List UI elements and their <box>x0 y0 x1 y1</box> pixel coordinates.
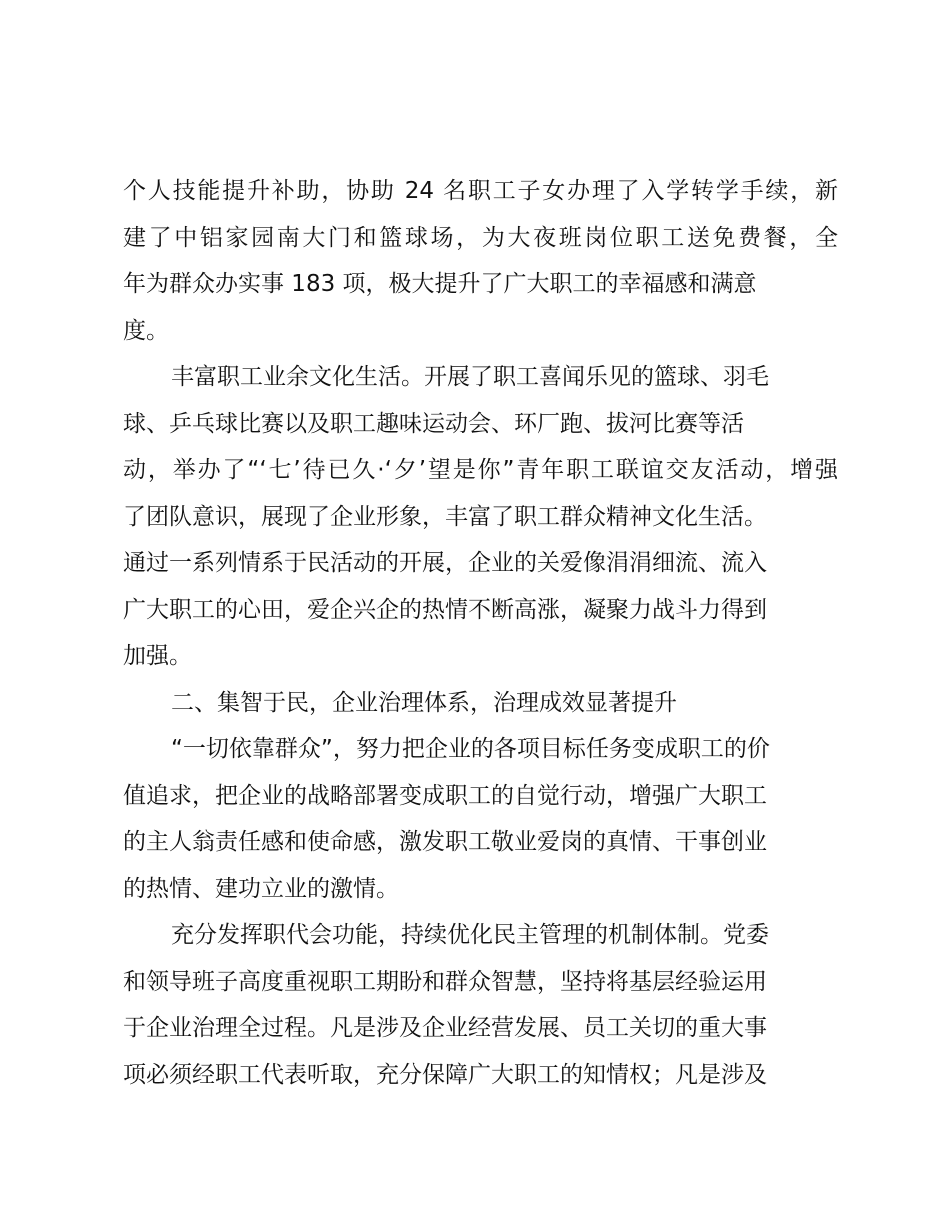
text-line: 加强。 <box>123 643 192 669</box>
text-line: 二、集智于民，企业治理体系，治理成效显著提升 <box>171 689 677 716</box>
text-line: 和领导班子高度重视职工期盼和群众智慧，坚持将基层经验运用 <box>123 968 767 995</box>
text-line: 了团队意识，展现了企业形象，丰富了职工群众精神文化生活。 <box>123 503 767 530</box>
text-line: 度。 <box>123 317 169 344</box>
body-text <box>123 168 838 1098</box>
text-line: “一切依靠群众”，努力把企业的各项目标任务变成职工的价 <box>171 736 770 762</box>
text-line: 值追求，把企业的战略部署变成职工的自觉行动，增强广大职工 <box>123 782 767 809</box>
text-line: 项必须经职工代表听取，充分保障广大职工的知情权；凡是涉及 <box>123 1061 767 1088</box>
text-line: 于企业治理全过程。凡是涉及企业经营发展、员工关切的重大事 <box>123 1015 767 1041</box>
text-line: 建了中铝家园南大门和篮球场，为大夜班岗位职工送免费餐，全 <box>123 224 838 251</box>
text-line: 广大职工的心田，爱企兴企的热情不断高涨，凝聚力战斗力得到 <box>123 596 767 623</box>
text-line: 的热情、建功立业的激情。 <box>123 875 399 902</box>
text-line: 个人技能提升补助，协助 24 名职工子女办理了入学转学手续，新 <box>123 178 838 204</box>
text-line: 动，举办了“‘七’待已久·‘夕’望是你”青年职工联谊交友活动，增强 <box>123 457 838 483</box>
text-line: 丰富职工业余文化生活。开展了职工喜闻乐见的篮球、羽毛 <box>171 364 769 390</box>
text-line: 年为群众办实事 183 项，极大提升了广大职工的幸福感和满意 <box>123 271 757 297</box>
text-line: 通过一系列情系于民活动的开展，企业的关爱像涓涓细流、流入 <box>123 550 767 576</box>
text-line: 球、乒乓球比赛以及职工趣味运动会、环厂跑、拔河比赛等活 <box>123 410 744 437</box>
text-line: 充分发挥职代会功能，持续优化民主管理的机制体制。党委 <box>171 922 769 948</box>
text-line: 的主人翁责任感和使命感，激发职工敬业爱岗的真情、干事创业 <box>123 829 767 855</box>
